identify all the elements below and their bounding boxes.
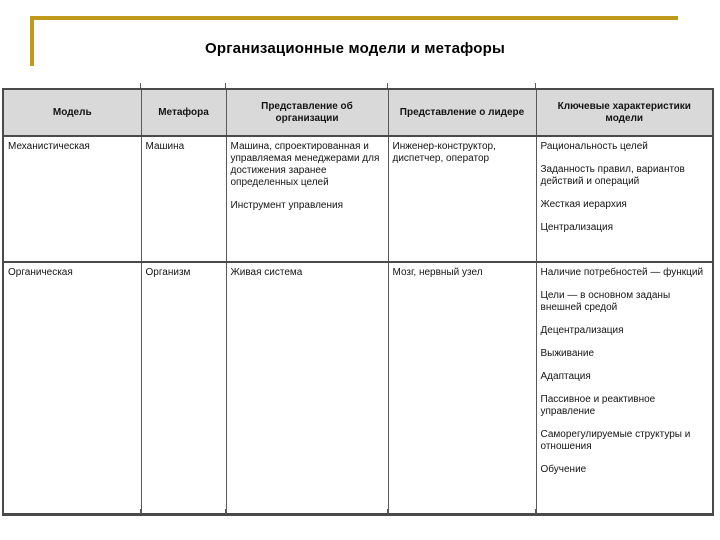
- cell-paragraph: Адаптация: [540, 371, 591, 382]
- cell-paragraph: Инженер-конструктор, диспетчер, оператор: [392, 141, 496, 164]
- cell-paragraph: Наличие потребностей — функций: [540, 267, 704, 278]
- cell-paragraph: Инструмент управления: [230, 200, 343, 211]
- column-header-organization-view: Представление об организации: [226, 89, 388, 136]
- column-rule-tick: [140, 509, 141, 514]
- cell-paragraph: Машина, спроектированная и управляемая менеджерами для достижения заранее определенных целей: [230, 141, 380, 188]
- column-header-key-characteristics: Ключевые характеристики модели: [536, 89, 713, 136]
- column-rule-tick: [535, 509, 536, 514]
- column-rule-tick: [225, 83, 226, 88]
- cell-paragraph: Децентрализация: [540, 325, 624, 336]
- column-rule-tick: [140, 83, 141, 88]
- models-metaphors-table: [2, 88, 714, 516]
- cell-paragraph: Централизация: [540, 222, 613, 233]
- cell-metaphor: Машина: [141, 136, 226, 262]
- column-header-leader-view: Представление о лидере: [388, 89, 536, 136]
- column-header-model: Модель: [3, 89, 141, 136]
- column-header-metaphor: Метафора: [141, 89, 226, 136]
- slide-title: Организационные модели и метафоры: [205, 40, 505, 57]
- cell-paragraph: Рациональность целей: [540, 141, 648, 152]
- cell-paragraph: Мозг, нервный узел: [392, 267, 483, 278]
- column-rule-tick: [535, 83, 536, 88]
- column-rule-tick: [387, 509, 388, 514]
- cell-key-characteristics: [536, 136, 713, 262]
- cell-paragraph: Заданность правил, вариантов действий и операций: [540, 164, 685, 187]
- cell-organization-view: [226, 262, 388, 515]
- cell-leader-view: [388, 262, 536, 515]
- cell-model: Механистическая: [3, 136, 141, 262]
- accent-line-horizontal: [30, 16, 678, 20]
- table-row-organic: [3, 262, 713, 515]
- cell-paragraph: Пассивное и реактивное управление: [540, 394, 656, 417]
- cell-key-characteristics: [536, 262, 713, 515]
- cell-model: Органическая: [3, 262, 141, 515]
- cell-leader-view: [388, 136, 536, 262]
- cell-organization-view: [226, 136, 388, 262]
- cell-paragraph: Цели — в основном заданы внешней средой: [540, 290, 671, 313]
- column-rule-tick: [225, 509, 226, 514]
- cell-paragraph: Саморегулируемые структуры и отношения: [540, 429, 691, 452]
- cell-metaphor: Организм: [141, 262, 226, 515]
- cell-paragraph: Жесткая иерархия: [540, 199, 627, 210]
- cell-paragraph: Живая система: [230, 267, 303, 278]
- column-rule-tick: [387, 83, 388, 88]
- table-header-row: [3, 89, 713, 136]
- table-row-mechanistic: [3, 136, 713, 262]
- cell-paragraph: Выживание: [540, 348, 595, 359]
- cell-paragraph: Обучение: [540, 464, 587, 475]
